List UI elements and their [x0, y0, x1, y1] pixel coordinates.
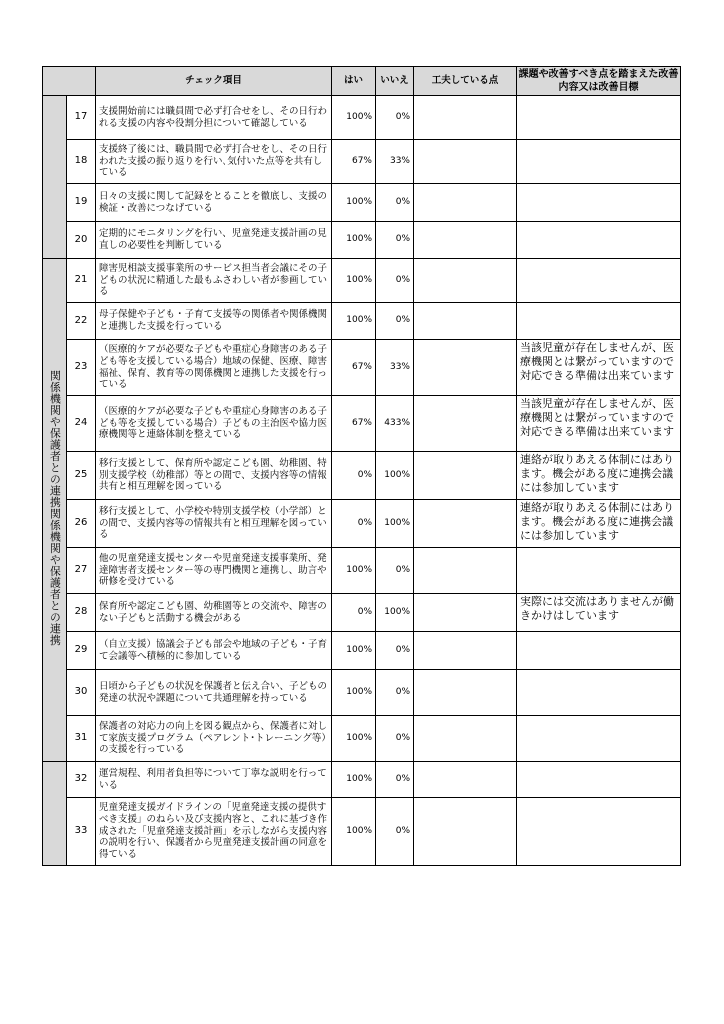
yes-percent: 67% [332, 396, 376, 452]
issues-cell [517, 140, 681, 184]
yes-percent: 67% [332, 140, 376, 184]
issues-cell [517, 303, 681, 340]
ingenuity-cell [414, 96, 517, 140]
issues-cell [517, 632, 681, 670]
section-label-c [43, 762, 67, 866]
section-label-b [43, 259, 67, 762]
item-number: 32 [67, 762, 96, 798]
no-percent: 0% [376, 548, 414, 594]
table-row [43, 222, 681, 259]
no-percent: 0% [376, 259, 414, 303]
ingenuity-cell [414, 184, 517, 222]
item-text: 移行支援として、保育所や認定こども園、幼稚園、特別支援学校（幼稚部）等との間で、支援内容等の情報共有と相互理解を図っている [96, 452, 332, 500]
header-ingenuity: 工夫している点 [414, 67, 517, 96]
item-number: 24 [67, 396, 96, 452]
item-text: 障害児相談支援事業所のサービス担当者会議にその子どもの状況に精通した最もふさわしい者が参画している [96, 259, 332, 303]
item-number: 19 [67, 184, 96, 222]
table-row [43, 96, 681, 140]
ingenuity-cell [414, 452, 517, 500]
no-percent: 33% [376, 340, 414, 396]
ingenuity-cell [414, 798, 517, 866]
table-row [43, 452, 681, 500]
header-check-item: チェック項目 [96, 67, 332, 96]
no-percent: 433% [376, 396, 414, 452]
table-row [43, 340, 681, 396]
no-percent: 0% [376, 670, 414, 716]
ingenuity-cell [414, 670, 517, 716]
yes-percent: 100% [332, 798, 376, 866]
yes-percent: 100% [332, 184, 376, 222]
item-text: 他の児童発達支援センターや児童発達支援事業所、発達障害者支援センター等の専門機関と連携し、助言や研修を受けている [96, 548, 332, 594]
self-evaluation-table [42, 66, 681, 866]
yes-percent: 100% [332, 716, 376, 762]
header-row [43, 67, 681, 96]
section-label-b-text: 関係機関や保護者との連携関係機関や保護者との連携 [48, 370, 62, 647]
item-text: 母子保健や子ども・子育て支援等の関係者や関係機関と連携した支援を行っている [96, 303, 332, 340]
issues-cell [517, 670, 681, 716]
table-row [43, 798, 681, 866]
ingenuity-cell [414, 222, 517, 259]
yes-percent: 0% [332, 500, 376, 548]
no-percent: 0% [376, 96, 414, 140]
item-number: 17 [67, 96, 96, 140]
item-number: 26 [67, 500, 96, 548]
ingenuity-cell [414, 396, 517, 452]
ingenuity-cell [414, 303, 517, 340]
item-number: 21 [67, 259, 96, 303]
item-number: 29 [67, 632, 96, 670]
table-row [43, 303, 681, 340]
issues-cell: 連絡が取りあえる体制にはあります。機会がある度に連携会議には参加しています [517, 452, 681, 500]
item-number: 31 [67, 716, 96, 762]
table-row [43, 632, 681, 670]
ingenuity-cell [414, 500, 517, 548]
header-issues: 課題や改善すべき点を踏まえた改善内容又は改善目標 [517, 67, 681, 96]
issues-cell [517, 548, 681, 594]
table-row [43, 259, 681, 303]
table-row [43, 670, 681, 716]
yes-percent: 100% [332, 548, 376, 594]
section-label-a [43, 96, 67, 259]
item-number: 25 [67, 452, 96, 500]
item-text: 日々の支援に関して記録をとることを徹底し、支援の検証・改善につなげている [96, 184, 332, 222]
no-percent: 100% [376, 452, 414, 500]
yes-percent: 100% [332, 670, 376, 716]
item-text: 日頃から子どもの状況を保護者と伝え合い、子どもの発達の状況や課題について共通理解を持っている [96, 670, 332, 716]
table-row [43, 716, 681, 762]
ingenuity-cell [414, 259, 517, 303]
issues-cell: 連絡が取りあえる体制にはあります。機会がある度に連携会議には参加しています [517, 500, 681, 548]
item-text: （医療的ケアが必要な子どもや重症心身障害のある子ども等を支援している場合）子どもの主治医や協力医療機関等と連絡体制を整えている [96, 396, 332, 452]
table-row [43, 396, 681, 452]
issues-cell [517, 259, 681, 303]
item-text: 保護者の対応力の向上を図る観点から、保護者に対して家族支援プログラム（ペアレント･トレーニング等）の支援を行っている [96, 716, 332, 762]
issues-cell [517, 222, 681, 259]
item-text: （自立支援）協議会子ども部会や地域の子ども・子育て会議等へ積極的に参加している [96, 632, 332, 670]
yes-percent: 67% [332, 340, 376, 396]
yes-percent: 100% [332, 632, 376, 670]
ingenuity-cell [414, 632, 517, 670]
item-number: 30 [67, 670, 96, 716]
table-row [43, 500, 681, 548]
item-text: 移行支援として、小学校や特別支援学校（小学部）との間で、支援内容等の情報共有と相互理解を図っている [96, 500, 332, 548]
item-number: 18 [67, 140, 96, 184]
item-text: 定期的にモニタリングを行い、児童発達支援計画の見直しの必要性を判断している [96, 222, 332, 259]
no-percent: 0% [376, 762, 414, 798]
item-text: 保育所や認定こども園、幼稚園等との交流や、障害のない子どもと活動する機会がある [96, 594, 332, 632]
section-header-cell [43, 67, 96, 96]
issues-cell [517, 184, 681, 222]
item-number: 23 [67, 340, 96, 396]
item-text: 支援終了後には、職員間で必ず打合せをし、その日行われた支援の振り返りを行い､気付いた点等を共有している [96, 140, 332, 184]
yes-percent: 100% [332, 259, 376, 303]
table-row [43, 594, 681, 632]
table-row [43, 140, 681, 184]
issues-cell [517, 798, 681, 866]
item-text: 支援開始前には職員間で必ず打合せをし、その日行われる支援の内容や役割分担について確認している [96, 96, 332, 140]
no-percent: 0% [376, 222, 414, 259]
issues-cell: 実際には交流はありませんが働きかけはしています [517, 594, 681, 632]
table-row [43, 184, 681, 222]
ingenuity-cell [414, 140, 517, 184]
issues-cell [517, 96, 681, 140]
item-number: 22 [67, 303, 96, 340]
ingenuity-cell [414, 548, 517, 594]
no-percent: 0% [376, 716, 414, 762]
no-percent: 0% [376, 303, 414, 340]
item-text: 運営規程、利用者負担等について丁寧な説明を行っている [96, 762, 332, 798]
yes-percent: 100% [332, 303, 376, 340]
table-row [43, 548, 681, 594]
ingenuity-cell [414, 716, 517, 762]
yes-percent: 100% [332, 762, 376, 798]
no-percent: 100% [376, 594, 414, 632]
yes-percent: 0% [332, 452, 376, 500]
issues-cell: 当該児童が存在しませんが、医療機関とは繋がっていますので対応できる準備は出来ています [517, 396, 681, 452]
item-text: 児童発達支援ガイドラインの「児童発達支援の提供すべき支援」のねらい及び支援内容と、これに基づき作成された「児童発達支援計画」を示しながら支援内容の説明を行い、保護者から児童発達支援計画の同意を得ている [96, 798, 332, 866]
item-text: （医療的ケアが必要な子どもや重症心身障害のある子ども等を支援している場合）地域の保健、医療、障害福祉、保育、教育等の関係機関と連携した支援を行っている [96, 340, 332, 396]
header-yes: はい [332, 67, 376, 96]
ingenuity-cell [414, 762, 517, 798]
no-percent: 0% [376, 798, 414, 866]
item-number: 28 [67, 594, 96, 632]
no-percent: 0% [376, 184, 414, 222]
yes-percent: 0% [332, 594, 376, 632]
ingenuity-cell [414, 594, 517, 632]
yes-percent: 100% [332, 222, 376, 259]
item-number: 33 [67, 798, 96, 866]
issues-cell [517, 762, 681, 798]
no-percent: 33% [376, 140, 414, 184]
ingenuity-cell [414, 340, 517, 396]
issues-cell [517, 716, 681, 762]
item-number: 20 [67, 222, 96, 259]
yes-percent: 100% [332, 96, 376, 140]
no-percent: 0% [376, 632, 414, 670]
table-row [43, 762, 681, 798]
no-percent: 100% [376, 500, 414, 548]
issues-cell: 当該児童が存在しませんが、医療機関とは繋がっていますので対応できる準備は出来ています [517, 340, 681, 396]
item-number: 27 [67, 548, 96, 594]
header-no: いいえ [376, 67, 414, 96]
